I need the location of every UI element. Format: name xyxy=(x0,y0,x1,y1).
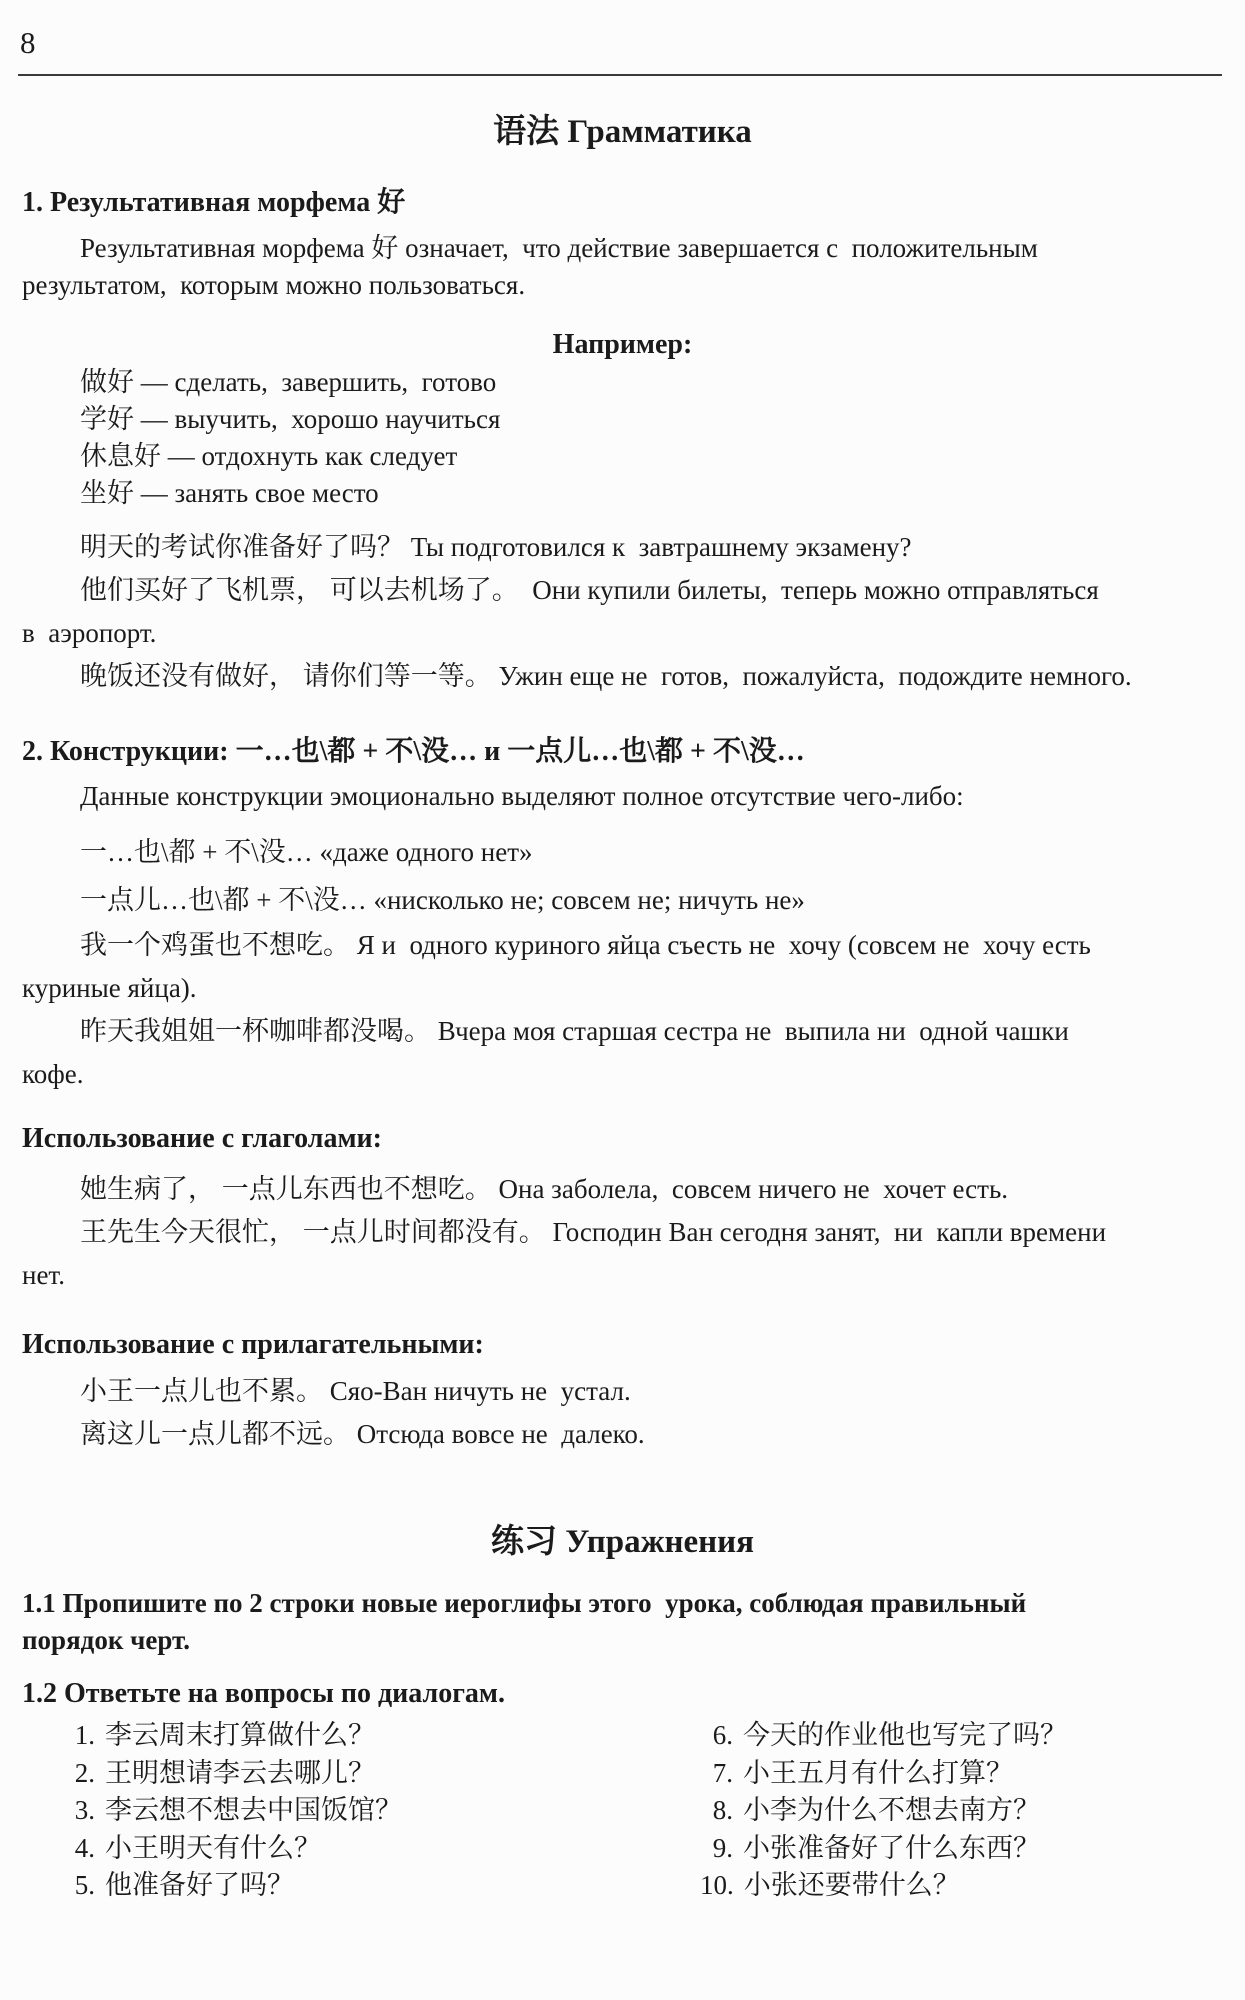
question-text: 小张准备好了什么东西？ xyxy=(743,1832,1040,1863)
word-example: 坐好 — занять свое место xyxy=(80,478,379,508)
question-row xyxy=(700,1792,1067,1830)
exercise-1-1 xyxy=(0,1585,1245,1659)
sentence-line: 明天的考试你准备好了吗？ Ты подготовился к завтрашнему экзамену? xyxy=(80,532,912,562)
verbs-usage-examples xyxy=(0,1168,1245,1297)
question-row xyxy=(62,1830,637,1868)
question-number: 8. xyxy=(712,1795,733,1825)
exercises-title: 练习 Упражнения xyxy=(490,1524,755,1560)
word-example: 休息好 — отдохнуть как следует xyxy=(80,441,458,471)
question-row xyxy=(700,1755,1067,1793)
question-text: 今天的作业他也写完了吗？ xyxy=(743,1720,1067,1750)
sentence-line: 王先生今天很忙， 一点儿时间都没有。 Господин Ван сегодня занят, ни капли времени xyxy=(80,1217,1107,1247)
question-row xyxy=(62,1792,637,1830)
section2-intro: Данные конструкции эмоционально выделяют полное отсутствие чего-либо: xyxy=(80,781,964,811)
question-number: 9. xyxy=(712,1832,733,1863)
word-examples-list xyxy=(0,364,1245,512)
question-text: 王明想请李云去哪儿？ xyxy=(105,1757,375,1788)
exercise-1-2-heading: 1.2 Ответьте на вопросы по диалогам. xyxy=(22,1678,505,1709)
adjectives-usage-heading: Использование с прилагательными: xyxy=(22,1329,484,1360)
question-number: 4. xyxy=(74,1832,95,1863)
question-text: 李云想不想去中国饭馆？ xyxy=(105,1795,402,1825)
pattern-list xyxy=(0,828,1245,924)
question-text: 李云周末打算做什么？ xyxy=(105,1720,375,1750)
sentence-line: 我一个鸡蛋也不想吃。 Я и одного куриного яйца съесть не хочу (совсем не хочу есть xyxy=(80,930,1091,960)
intro-line: результатом, которым можно пользоваться. xyxy=(22,270,526,300)
questions-right-column xyxy=(700,1717,1067,1905)
sentence-line: 晚饭还没有做好， 请你们等一等。 Ужин еще не готов, пожалуйста, подождите немного. xyxy=(80,661,1132,691)
word-example: 学好 — выучить, хорошо научиться xyxy=(80,404,501,434)
question-row xyxy=(62,1755,637,1793)
question-row xyxy=(62,1717,637,1755)
sentence-line: 离这儿一点儿都不远。 Отсюда вовсе не далеко. xyxy=(80,1419,645,1449)
question-number: 5. xyxy=(74,1870,95,1900)
questions-left-column xyxy=(62,1717,637,1905)
question-number: 7. xyxy=(712,1757,733,1788)
question-number: 1. xyxy=(74,1720,95,1750)
question-number: 2. xyxy=(74,1757,95,1788)
question-text: 小王五月有什么打算？ xyxy=(743,1757,1013,1788)
sentence-line: нет. xyxy=(22,1260,65,1290)
sentence-line: 她生病了， 一点儿东西也不想吃。 Она заболела, совсем ничего не хочет есть. xyxy=(80,1174,1009,1204)
question-number: 10. xyxy=(700,1870,734,1900)
questions-columns xyxy=(62,1717,1221,1905)
question-number: 6. xyxy=(712,1720,733,1750)
question-text: 小李为什么不想去南方？ xyxy=(743,1795,1040,1825)
question-text: 他准备好了吗？ xyxy=(105,1870,294,1900)
sentence-line: 他们买好了飞机票， 可以去机场了。 Они купили билеты, теперь можно отправляться xyxy=(80,575,1099,605)
sentence-line: 昨天我姐姐一杯咖啡都没喝。 Вчера моя старшая сестра не выпила ни одной чашки xyxy=(80,1016,1069,1046)
section1-sentence-examples xyxy=(0,526,1245,698)
sentence-line: в аэропорт. xyxy=(22,618,157,648)
grammar-title: 语法 Грамматика xyxy=(493,114,752,150)
section1-intro xyxy=(0,230,1245,304)
question-row xyxy=(700,1717,1067,1755)
word-example: 做好 — сделать, завершить, готово xyxy=(80,367,497,397)
intro-line: Результативная морфема 好 означает, что действие завершается с положительным xyxy=(80,233,1038,263)
page-number: 8 xyxy=(20,25,36,60)
pattern-line: 一…也\都 + 不\没… «даже одного нет» xyxy=(80,837,533,867)
section2-heading: 2. Конструкции: 一…也\都 + 不\没… и 一点儿…也\都 + 不\没… xyxy=(22,736,805,767)
sentence-line: кофе. xyxy=(22,1059,84,1089)
exercise-1-1-line: порядок черт. xyxy=(22,1625,190,1655)
section1-heading: 1. Результативная морфема 好 xyxy=(22,187,406,218)
question-text: 小王明天有什么？ xyxy=(105,1832,321,1863)
question-row xyxy=(62,1867,637,1905)
question-number: 3. xyxy=(74,1795,95,1825)
sentence-line: 小王一点儿也不累。 Сяо-Ван ничуть не устал. xyxy=(80,1376,631,1406)
sentence-line: куриные яйца). xyxy=(22,973,197,1003)
example-label: Например: xyxy=(552,329,693,360)
question-text: 小张还要带什么？ xyxy=(743,1870,960,1900)
question-row xyxy=(700,1830,1067,1868)
adjectives-usage-examples xyxy=(0,1370,1245,1456)
header-rule xyxy=(18,74,1222,76)
section2-sentence-examples xyxy=(0,924,1245,1096)
verbs-usage-heading: Использование с глаголами: xyxy=(22,1123,383,1154)
pattern-line: 一点儿…也\都 + 不\没… «нисколько не; совсем не; ничуть не» xyxy=(80,885,805,915)
question-row xyxy=(700,1867,1067,1905)
exercise-1-1-line: 1.1 Пропишите по 2 строки новые иероглифы этого урока, соблюдая правильный xyxy=(22,1588,1027,1618)
